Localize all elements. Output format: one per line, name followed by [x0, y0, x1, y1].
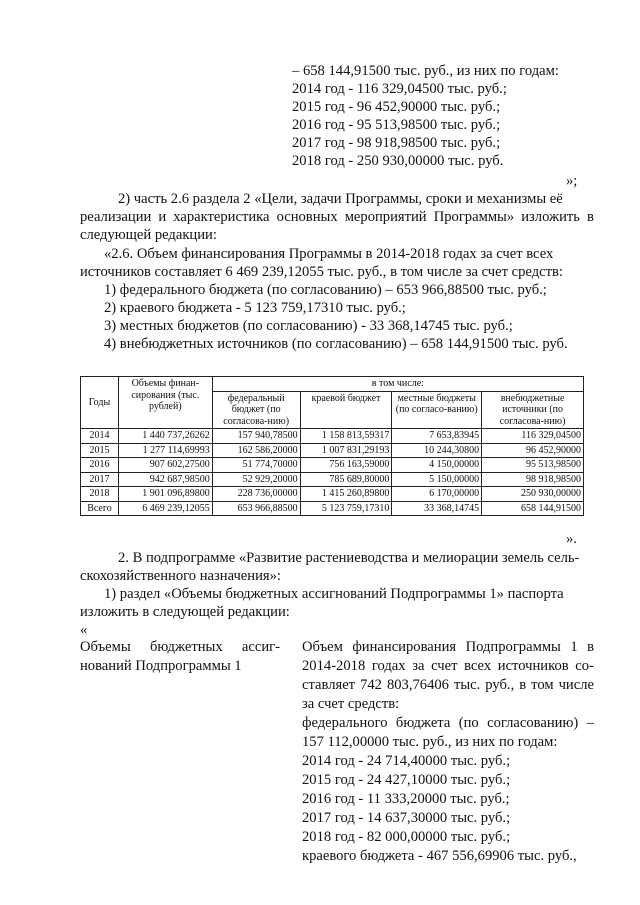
passport-line: ставляет 742 803,76406 тыс. руб., в том числе: [302, 677, 594, 693]
cell-year: 2018: [81, 487, 119, 502]
passport-label-line-2: нований Подпрограммы 1: [80, 658, 242, 674]
cell-local: 33 368,14745: [392, 501, 482, 516]
passport-line: 157 112,00000 тыс. руб., из них по годам:: [302, 734, 558, 750]
cell-federal: 51 774,70000: [212, 458, 300, 473]
subprogram-line-2: скохозяйственного назначения»:: [80, 568, 281, 584]
table-row: [81, 429, 584, 444]
funding-year-2015: 2015 год - 96 452,90000 тыс. руб.;: [292, 99, 501, 115]
cell-local: 6 170,00000: [392, 487, 482, 502]
passport-label: [80, 638, 280, 676]
cell-total: 1 277 114,69993: [118, 443, 212, 458]
funding-year-2016: 2016 год - 95 513,98500 тыс. руб.;: [292, 117, 501, 133]
cell-total: 1 901 096,89800: [118, 487, 212, 502]
cell-federal: 162 586,20000: [212, 443, 300, 458]
cell-total: 1 440 737,26262: [118, 429, 212, 444]
cell-extrabudgetary: 98 918,98500: [482, 472, 584, 487]
section-26-text-line-2: источников составляет 6 469 239,12055 тыс. руб., в том числе за счет средств:: [80, 264, 563, 280]
cell-federal: 653 966,88500: [212, 501, 300, 516]
passport-line: 2018 год - 82 000,00000 тыс. руб.;: [302, 829, 511, 845]
subprogram-line-1: 2. В подпрограмме «Развитие растениеводства и мелиорации земель сель-: [118, 550, 580, 566]
passport-line: Объем финансирования Подпрограммы 1 в: [302, 639, 594, 655]
cell-federal: 228 736,00000: [212, 487, 300, 502]
passport-line: краевого бюджета - 467 556,69906 тыс. руб.,: [302, 848, 577, 864]
cell-local: 5 150,00000: [392, 472, 482, 487]
cell-regional: 1 007 831,29193: [300, 443, 392, 458]
source-federal: 1) федерального бюджета (по согласованию) – 653 966,88500 тыс. руб.;: [104, 282, 547, 298]
passport-line: 2015 год - 24 427,10000 тыс. руб.;: [302, 772, 511, 788]
table-header-row: [81, 377, 584, 392]
header-federal: федеральный бюджет (по согласова-нию): [212, 391, 300, 429]
table-row: [81, 458, 584, 473]
section-26-intro-line-1: 2) часть 2.6 раздела 2 «Цели, задачи Программы, сроки и механизмы её: [118, 191, 563, 207]
section-26-intro-line-2: реализации и характеристика основных мероприятий Программы» изложить в: [80, 209, 594, 225]
funding-year-2014: 2014 год - 116 329,04500 тыс. руб.;: [292, 81, 507, 97]
cell-year: Всего: [81, 501, 119, 516]
cell-total: 907 602,27500: [118, 458, 212, 473]
passport-content: [302, 638, 594, 866]
cell-regional: 785 689,80000: [300, 472, 392, 487]
cell-extrabudgetary: 116 329,04500: [482, 429, 584, 444]
cell-regional: 756 163,59000: [300, 458, 392, 473]
cell-total: 6 469 239,12055: [118, 501, 212, 516]
passport-line: 2016 год - 11 333,20000 тыс. руб.;: [302, 791, 510, 807]
table-close-mark: ».: [566, 531, 577, 547]
passport-line: за счет средств:: [302, 696, 400, 712]
funding-total-line: – 658 144,91500 тыс. руб., из них по годам:: [292, 63, 559, 79]
section-26-text-line-1: «2.6. Объем финансирования Программы в 2014-2018 годах за счет всех: [104, 246, 554, 262]
passport-line: 2014 год - 24 714,40000 тыс. руб.;: [302, 753, 511, 769]
table-row: [81, 472, 584, 487]
cell-year: 2016: [81, 458, 119, 473]
open-quote-mark: «: [80, 622, 88, 638]
cell-regional: 1 158 813,59317: [300, 429, 392, 444]
cell-year: 2014: [81, 429, 119, 444]
cell-federal: 52 929,20000: [212, 472, 300, 487]
header-total: Объемы финан-сирования (тыс. рублей): [118, 377, 212, 429]
cell-extrabudgetary: 658 144,91500: [482, 501, 584, 516]
subprogram-line-4: изложить в следующей редакции:: [80, 604, 290, 620]
passport-line: 2014-2018 годах за счет всех источников со-: [302, 658, 594, 674]
financing-table: [80, 376, 584, 516]
cell-extrabudgetary: 96 452,90000: [482, 443, 584, 458]
table-total-row: [81, 501, 584, 516]
section-26-intro-line-3: следующей редакции:: [80, 227, 217, 243]
cell-local: 4 150,00000: [392, 458, 482, 473]
cell-regional: 1 415 260,89800: [300, 487, 392, 502]
cell-year: 2017: [81, 472, 119, 487]
close-quote-mark: »;: [566, 173, 578, 189]
passport-line: 2017 год - 14 637,30000 тыс. руб.;: [302, 810, 511, 826]
source-local: 3) местных бюджетов (по согласованию) - 33 368,14745 тыс. руб.;: [104, 318, 513, 334]
funding-year-2017: 2017 год - 98 918,98500 тыс. руб.;: [292, 135, 501, 151]
passport-label-line-1: Объемы бюджетных ассиг-: [80, 639, 280, 655]
cell-total: 942 687,98500: [118, 472, 212, 487]
header-including: в том числе:: [212, 377, 583, 392]
subprogram-line-3: 1) раздел «Объемы бюджетных ассигнований Подпрограммы 1» паспорта: [104, 586, 564, 602]
cell-extrabudgetary: 95 513,98500: [482, 458, 584, 473]
header-local: местные бюджеты (по согласо-ванию): [392, 391, 482, 429]
cell-federal: 157 940,78500: [212, 429, 300, 444]
header-extrabudgetary: внебюджетные источники (по согласова-нию): [482, 391, 584, 429]
source-extrabudgetary: 4) внебюджетных источников (по согласованию) – 658 144,91500 тыс. руб.: [104, 336, 568, 352]
cell-local: 7 653,83945: [392, 429, 482, 444]
header-years: Годы: [81, 377, 119, 429]
cell-local: 10 244,30800: [392, 443, 482, 458]
source-regional: 2) краевого бюджета - 5 123 759,17310 тыс. руб.;: [104, 300, 406, 316]
cell-extrabudgetary: 250 930,00000: [482, 487, 584, 502]
cell-regional: 5 123 759,17310: [300, 501, 392, 516]
table-row: [81, 487, 584, 502]
table-row: [81, 443, 584, 458]
funding-year-2018: 2018 год - 250 930,00000 тыс. руб.: [292, 153, 504, 169]
header-regional: краевой бюджет: [300, 391, 392, 429]
cell-year: 2015: [81, 443, 119, 458]
passport-line: федерального бюджета (по согласованию) –: [302, 715, 594, 731]
